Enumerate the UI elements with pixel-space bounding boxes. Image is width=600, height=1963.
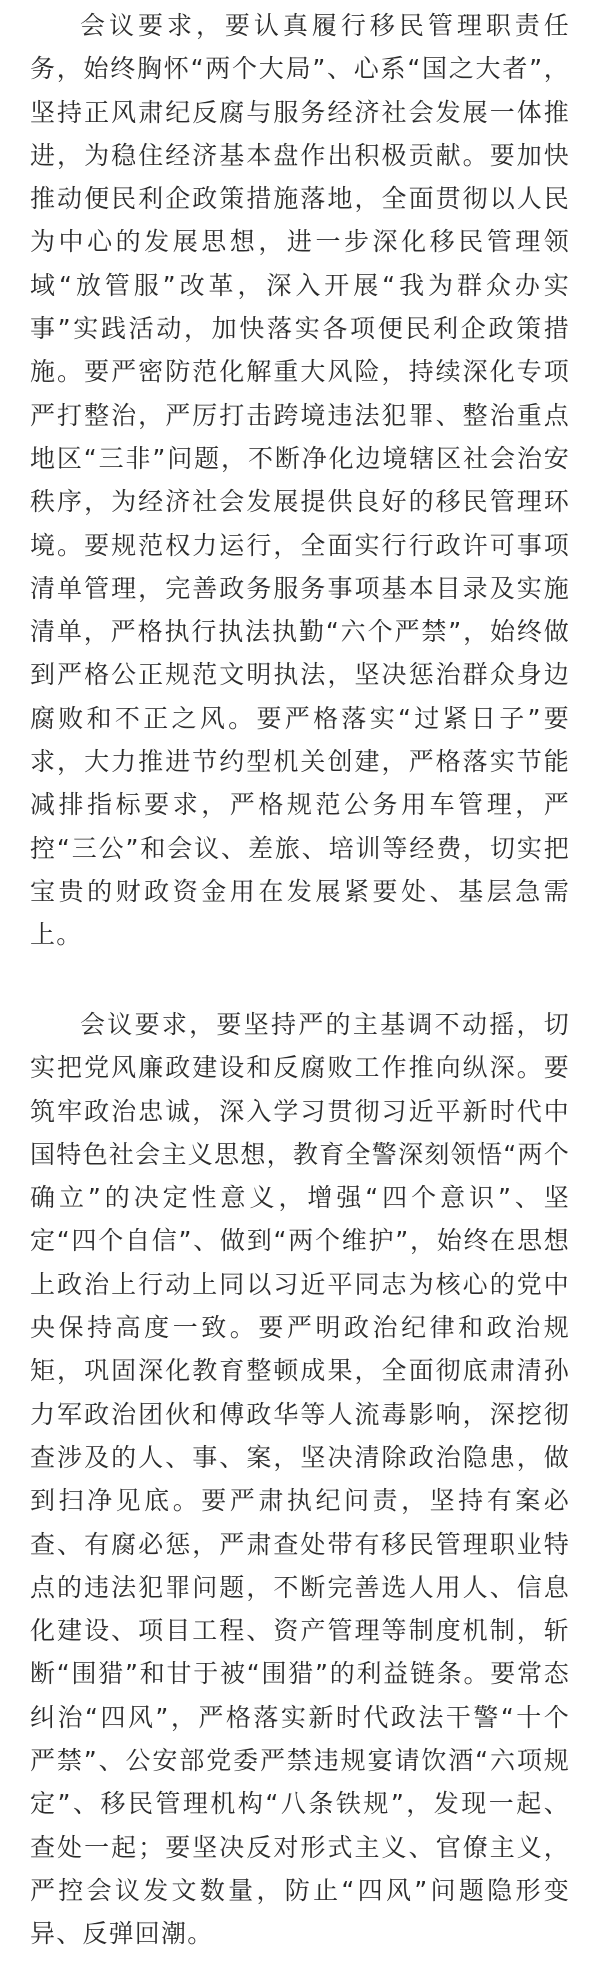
paragraph-1: 会议要求，要认真履行移民管理职责任务，始终胸怀“两个大局”、心系“国之大者”，坚持正风肃纪反腐与服务经济社会发展一体推进，为稳住经济基本盘作出积极贡献。要加快推动便民利企政策措施落地，全面贯彻以人民为中心的发展思想，进一步深化移民管理领域“放管服”改革，深入开展“我为群众办实事”实践活动，加快落实各项便民利企政策措施。要严密防范化解重大风险，持续深化专项严打整治，严厉打击跨境违法犯罪、整治重点地区“三非”问题，不断净化边境辖区社会治安秩序，为经济社会发展提供良好的移民管理环境。要规范权力运行，全面实行行政许可事项清单管理，完善政务服务事项基本目录及实施清单，严格执行执法执勤“六个严禁”，始终做到严格公正规范文明执法，坚决惩治群众身边腐败和不正之风。要严格落实“过紧日子”要求，大力推进节约型机关创建，严格落实节能减排指标要求，严格规范公务用车管理，严控“三公”和会议、差旅、培训等经费，切实把宝贵的财政资金用在发展紧要处、基层急需上。 bbox=[30, 11, 570, 950]
paragraph-2: 会议要求，要坚持严的主基调不动摇，切实把党风廉政建设和反腐败工作推向纵深。要筑牢政治忠诚，深入学习贯彻习近平新时代中国特色社会主义思想，教育全警深刻领悟“两个确立”的决定性意义，增强“四个意识”、坚定“四个自信”、做到“两个维护”，始终在思想上政治上行动上同以习近平同志为核心的党中央保持高度一致。要严明政治纪律和政治规矩，巩固深化教育整顿成果，全面彻底肃清孙力军政治团伙和傅政华等人流毒影响，深挖彻查涉及的人、事、案，坚决清除政治隐患，做到扫净见底。要严肃执纪问责，坚持有案必查、有腐必惩，严肃查处带有移民管理职业特点的违法犯罪问题，不断完善选人用人、信息化建设、项目工程、资产管理等制度机制，斩断“围猎”和甘于被“围猎”的利益链条。要常态纠治“四风”，严格落实新时代政法干警“十个严禁”、公安部党委严禁违规宴请饮酒“六项规定”、移民管理机构“八条铁规”，发现一起、查处一起；要坚决反对形式主义、官僚主义，严控会议发文数量，防止“四风”问题隐形变异、反弹回潮。 bbox=[30, 1010, 570, 1949]
